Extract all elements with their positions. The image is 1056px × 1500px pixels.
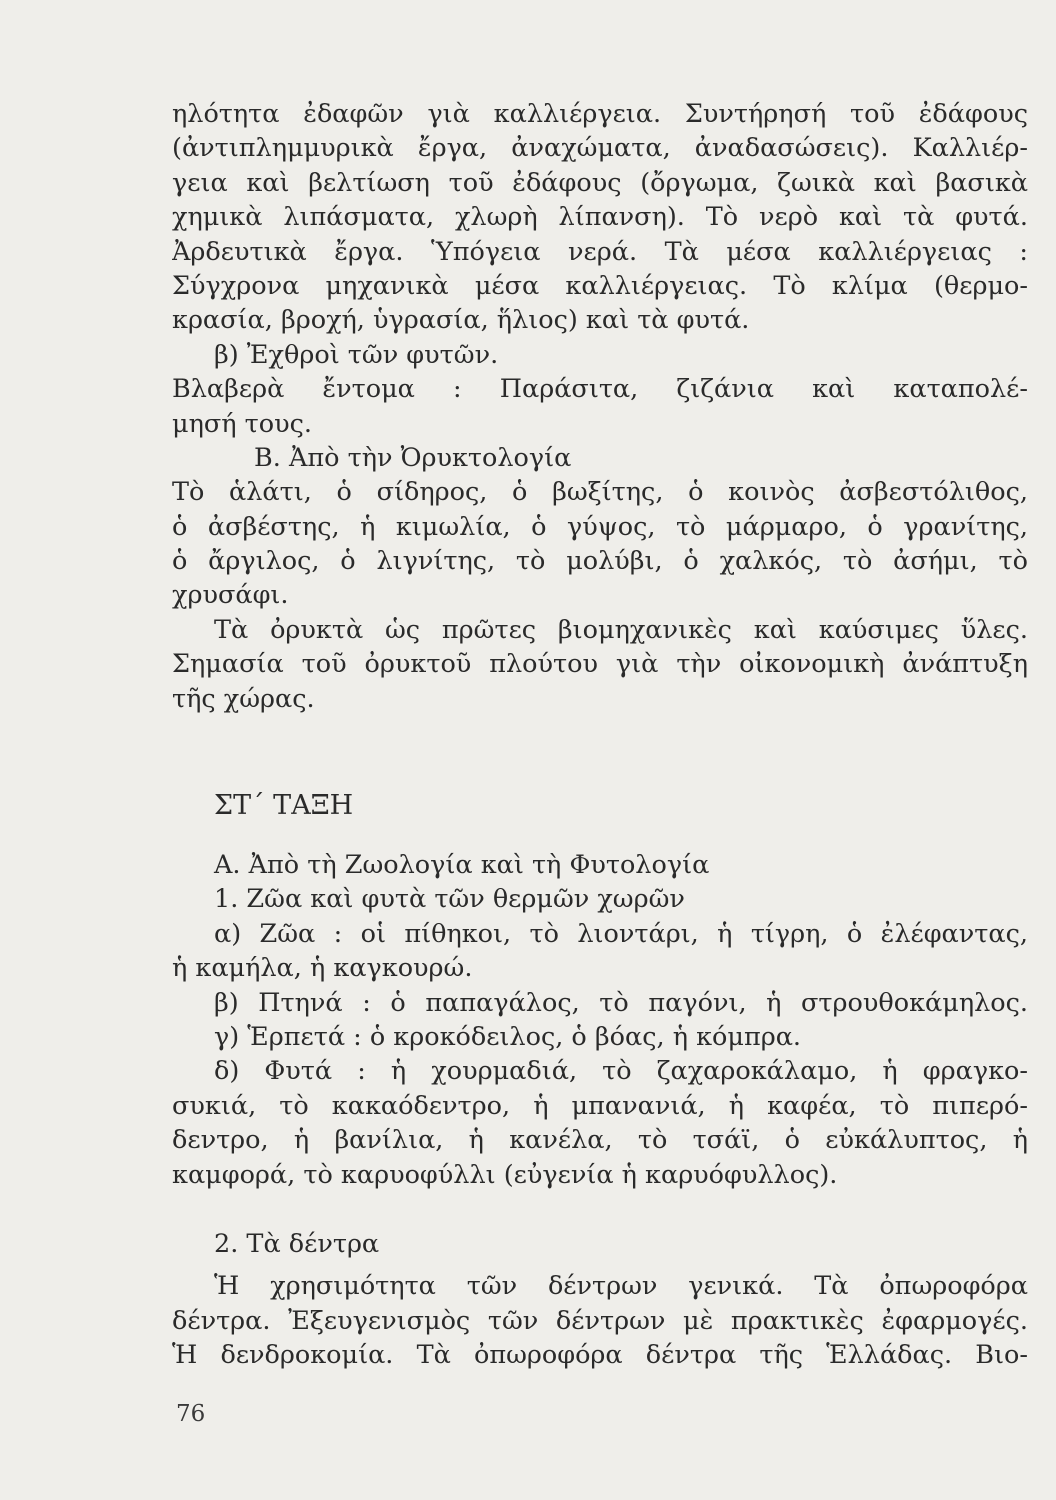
text-line: (ἀντιπλημμυρικὰ ἔργα, ἀναχώματα, ἀναδασώσεις). Καλλιέρ- xyxy=(172,133,1028,164)
subheading-warm-countries: 1. Ζῶα καὶ φυτὰ τῶν θερμῶν χωρῶν xyxy=(214,884,685,915)
text-line: χρυσάφι. xyxy=(172,580,289,611)
text-line: ὁ ἀσβέστης, ἡ κιμωλία, ὁ γύψος, τὸ μάρμαρο, ὁ γρανίτης, xyxy=(172,511,1028,542)
text-line: δεντρο, ἡ βανίλια, ἡ κανέλα, τὸ τσάϊ, ὁ εὐκάλυπτος, ἡ xyxy=(172,1125,1028,1156)
text-line: χημικὰ λιπάσματα, χλωρὴ λίπανση). Τὸ νερὸ καὶ τὰ φυτά. xyxy=(172,202,1028,233)
page-number: 76 xyxy=(176,1401,206,1427)
text-line: Σύγχρονα μηχανικὰ μέσα καλλιέργειας. Τὸ κλίμα (θερμο- xyxy=(172,270,1028,301)
paragraph-soil xyxy=(172,97,1028,716)
text-line: μησή τους. xyxy=(172,408,312,439)
text-line: Ἡ χρησιμότητα τῶν δέντρων γενικά. Τὰ ὀπωροφόρα xyxy=(214,1271,1028,1302)
trees-section xyxy=(172,1227,1028,1373)
text-line: ἡ καμήλα, ἡ καγκουρώ. xyxy=(172,953,473,984)
text-line: δέντρα. Ἐξευγενισμὸς τῶν δέντρων μὲ πρακτικὲς ἐφαρμογές. xyxy=(172,1305,1028,1336)
text-line: καμφορά, τὸ καρυοφύλλι (εὐγενία ἡ καρυόφυλλος). xyxy=(172,1159,838,1190)
section-heading-zoology: Α. Ἀπὸ τὴ Ζωολογία καὶ τὴ Φυτολογία xyxy=(214,850,710,880)
text-line: Τὸ ἁλάτι, ὁ σίδηρος, ὁ βωξίτης, ὁ κοινὸς ἀσβεστόλιθος, xyxy=(172,477,1028,508)
subheading-enemies: β) Ἐχθροὶ τῶν φυτῶν. xyxy=(214,339,499,370)
text-line: ηλότητα ἐδαφῶν γιὰ καλλιέργεια. Συντήρησή τοῦ ἐδάφους xyxy=(172,99,1028,129)
section-heading-mineralogy: Β. Ἀπὸ τὴν Ὀρυκτολογία xyxy=(254,442,572,473)
text-line: β) Πτηνά : ὁ παπαγάλος, τὸ παγόνι, ἡ στρουθοκάμηλος. xyxy=(214,987,1028,1018)
text-line: δ) Φυτά : ἡ χουρμαδιά, τὸ ζαχαροκάλαμο, ἡ φραγκο- xyxy=(214,1056,1028,1087)
text-line: Σημασία τοῦ ὀρυκτοῦ πλούτου γιὰ τὴν οἰκονομικὴ ἀνάπτυξη xyxy=(172,649,1028,680)
class-heading: ΣΤ΄ ΤΑΞΗ xyxy=(214,790,354,821)
text-line: Ἀρδευτικὰ ἔργα. Ὑπόγεια νερά. Τὰ μέσα καλλιέργειας : xyxy=(172,236,1028,267)
subheading-trees: 2. Τὰ δέντρα xyxy=(214,1229,380,1259)
text-line: τῆς χώρας. xyxy=(172,683,315,714)
text-line: συκιά, τὸ κακαόδεντρο, ἡ μπανανιά, ἡ καφέα, τὸ πιπερό- xyxy=(172,1090,1028,1121)
text-line: Τὰ ὀρυκτὰ ὡς πρῶτες βιομηχανικὲς καὶ καύσιμες ὕλες. xyxy=(214,614,1028,645)
text-line: α) Ζῶα : οἱ πίθηκοι, τὸ λιοντάρι, ἡ τίγρη, ὁ ἐλέφαντας, xyxy=(214,918,1028,949)
text-line: ὁ ἄργιλος, ὁ λιγνίτης, τὸ μολύβι, ὁ χαλκός, τὸ ἀσήμι, τὸ xyxy=(172,546,1028,577)
zoology-section xyxy=(172,848,1028,1192)
class-section xyxy=(172,788,1028,824)
text-line: γ) Ἑρπετά : ὁ κροκόδειλος, ὁ βόας, ἡ κόμπρα. xyxy=(214,1021,802,1052)
text-line: Ἡ δενδροκομία. Τὰ ὀπωροφόρα δέντρα τῆς Ἑλλάδας. Βιο- xyxy=(172,1340,1028,1371)
text-line: κρασία, βροχή, ὑγρασία, ἥλιος) καὶ τὰ φυτά. xyxy=(172,305,750,336)
text-line: Βλαβερὰ ἔντομα : Παράσιτα, ζιζάνια καὶ καταπολέ- xyxy=(172,374,1028,405)
text-line: γεια καὶ βελτίωση τοῦ ἐδάφους (ὄργωμα, ζωικὰ καὶ βασικὰ xyxy=(172,167,1028,198)
